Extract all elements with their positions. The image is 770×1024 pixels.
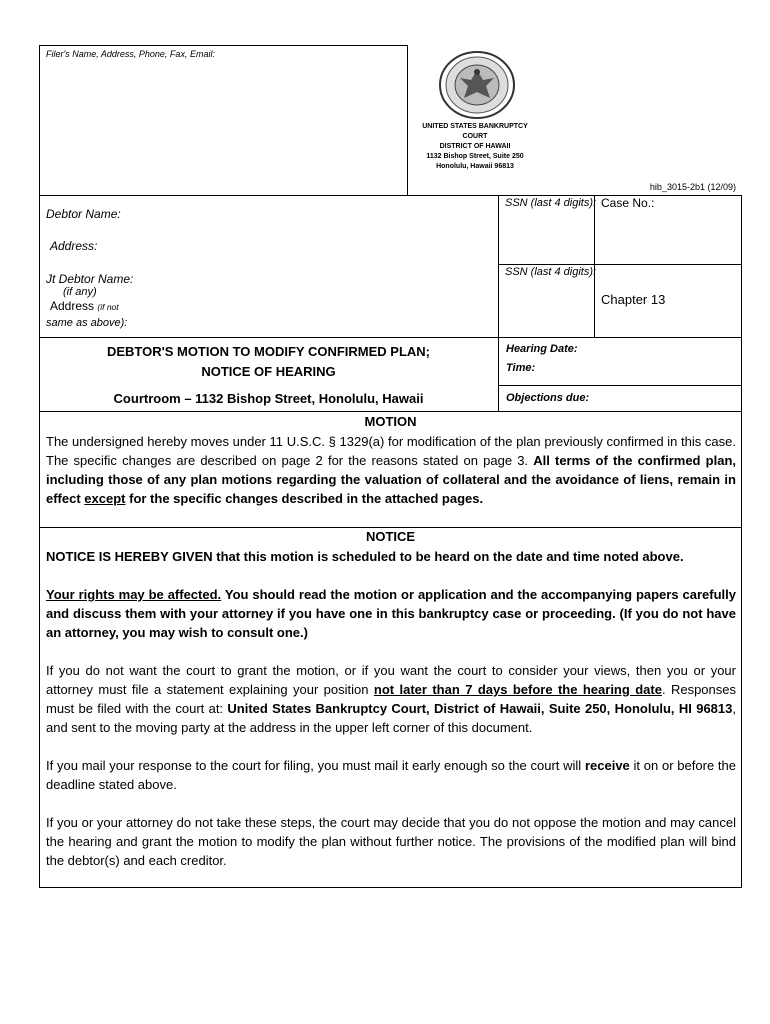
motion-text-bold: All terms of the confirmed plan, including those of any plan motions regarding the valuation of collateral and the avoidance of liens, remain in effect	[46, 453, 736, 506]
notice-heading: NOTICE	[365, 529, 416, 544]
motion-text-a: The undersigned hereby moves under 11 U.S.C. § 1329(a) for modification of the plan previously confirmed in this case. The specific changes are described on page 2 for the reasons stated on page 3.	[46, 434, 736, 468]
p3-c: , and sent to the moving party at the address in the upper left corner of this document.	[46, 701, 736, 735]
p3-a: If you do not want the court to grant the motion, or if you want the court to consider your views, then you or your attorney must file a statement explaining your position	[46, 663, 736, 697]
notice-paragraph-4	[46, 756, 736, 794]
document-title	[39, 342, 498, 382]
notice-paragraph-5: If you or your attorney do not take these steps, the court may decide that you do not oppose the motion and may cancel the hearing and grant the motion to modify the plan without further notice. The provisions of the modified plan will bind the debtor(s) and each creditor.	[46, 815, 736, 868]
notice-given: NOTICE IS HEREBY GIVEN that this motion is scheduled to be heard on the date and time noted above.	[46, 549, 684, 564]
hearing-date-label: Hearing Date:	[506, 343, 578, 355]
notice-paragraph-3	[46, 661, 736, 737]
filer-box	[39, 45, 408, 196]
motion-text-except: except	[84, 491, 126, 506]
court-seal-icon	[438, 50, 516, 120]
p3-court: United States Bankruptcy Court, District of Hawaii, Suite 250, Honolulu, HI 96813	[227, 701, 733, 716]
debtor-ssn-label: SSN (last 4 digits):	[505, 197, 597, 209]
p3-deadline: not later than 7 days before the hearing date	[373, 682, 662, 697]
p4-a: If you mail your response to the court for filing, you must mail it early enough so the court will	[46, 758, 585, 773]
jt-debtor-address	[50, 299, 119, 313]
objections-label: Objections due:	[506, 392, 590, 404]
filer-label: Filer's Name, Address, Phone, Fax, Email:	[46, 49, 215, 59]
court-city: Honolulu, Hawaii 96813	[436, 163, 514, 170]
debtor-name-label: Debtor Name:	[46, 207, 121, 221]
form-id: hib_3015-2b1 (12/09)	[649, 182, 736, 192]
title-line-2: NOTICE OF HEARING	[201, 364, 336, 379]
title-line-1: DEBTOR'S MOTION TO MODIFY CONFIRMED PLAN;	[106, 344, 431, 359]
motion-text	[46, 432, 736, 508]
rights-underlined: Your rights may be affected.	[46, 587, 222, 602]
court-district: DISTRICT OF HAWAII	[439, 143, 511, 150]
debtor-address-label: Address:	[50, 239, 98, 253]
time-label: Time:	[506, 362, 536, 374]
p4-b: it on or before the deadline stated above.	[46, 758, 736, 792]
motion-heading: MOTION	[364, 414, 417, 429]
motion-text-bold-end: for the specific changes described in the attached pages.	[125, 491, 484, 506]
jt-debtor-if-any: (if any)	[63, 286, 97, 298]
p3-b: . Responses must be filed with the court at:	[46, 682, 736, 716]
court-name: UNITED STATES BANKRUPTCY COURT	[422, 123, 528, 140]
jt-address-label: Address	[50, 299, 95, 313]
chapter-label: Chapter 13	[601, 292, 666, 307]
jt-if-not: (if not	[97, 302, 119, 312]
court-address	[410, 122, 540, 172]
notice-rights	[46, 585, 736, 642]
p4-receive: receive	[584, 758, 630, 773]
jt-debtor-name-label: Jt Debtor Name:	[46, 272, 134, 286]
rights-rest: You should read the motion or application and the accompanying papers carefully and discuss them with your attorney if you have one in this bankruptcy case or proceeding. (If you do not have an attorney, you may wish to consult one.)	[46, 587, 736, 640]
jt-same-as-above: same as above):	[46, 317, 128, 329]
courtroom-line: Courtroom – 1132 Bishop Street, Honolulu, Hawaii	[113, 391, 424, 406]
case-no-label: Case No.:	[601, 196, 655, 210]
jt-ssn-label: SSN (last 4 digits):	[505, 266, 597, 278]
court-street: 1132 Bishop Street, Suite 250	[426, 153, 524, 160]
